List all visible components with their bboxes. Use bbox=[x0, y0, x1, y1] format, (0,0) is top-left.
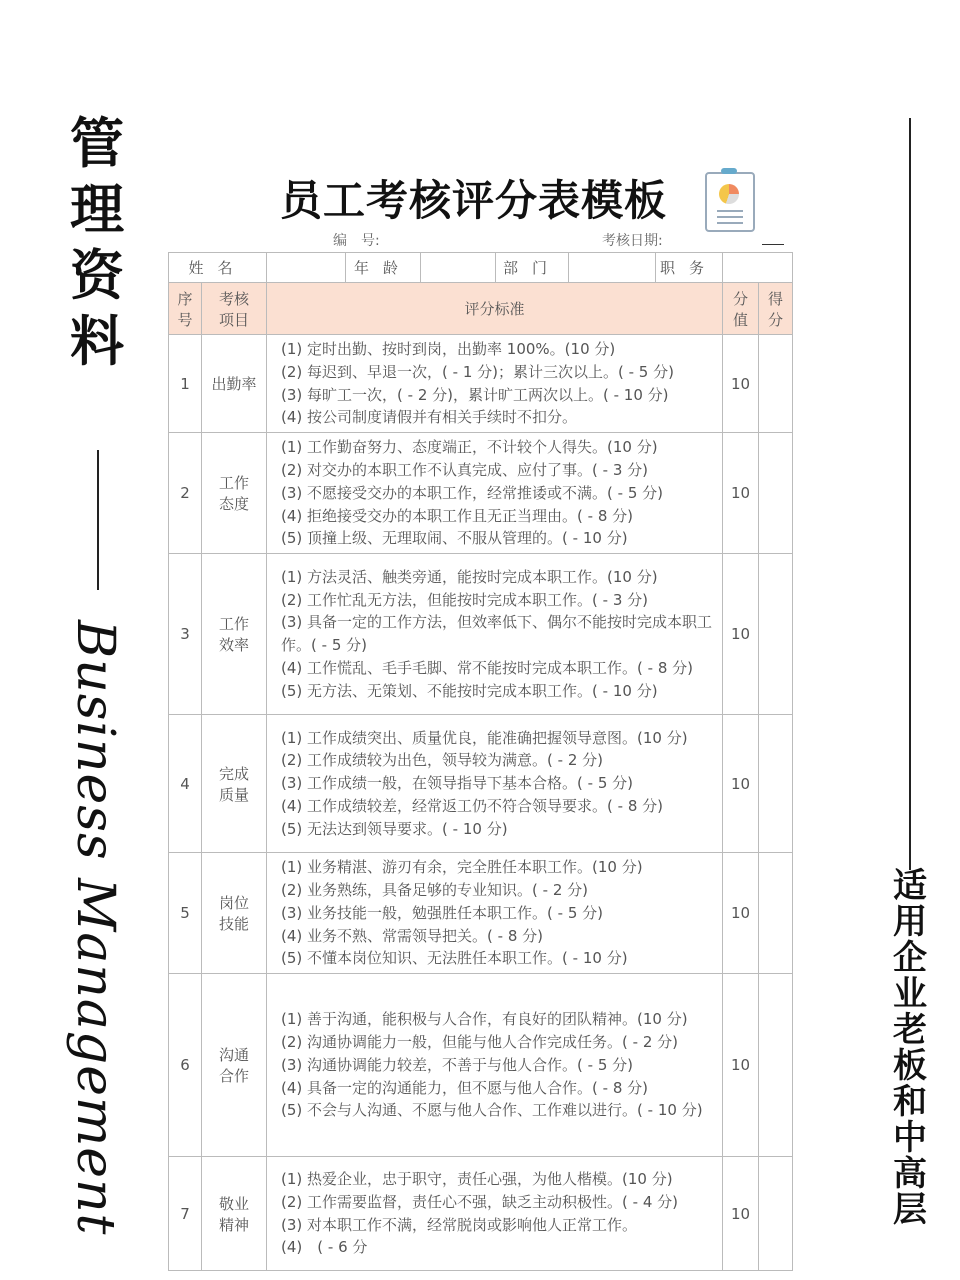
table-row bbox=[169, 335, 793, 433]
criteria-item: (4) 工作成绩较差，经常返工仍不符合领导要求。( - 8 分) bbox=[281, 797, 663, 816]
number-label: 编 号: bbox=[333, 233, 380, 249]
left-english-title: Business Management bbox=[65, 620, 125, 1236]
criteria-item: (4) 业务不熟、常需领导把关。( - 8 分) bbox=[281, 926, 543, 945]
criteria-item: (5) 无法达到领导要求。( - 10 分) bbox=[281, 819, 508, 838]
value-cell: 10 bbox=[723, 1157, 759, 1271]
criteria-cell bbox=[267, 974, 723, 1157]
criteria-cell bbox=[267, 1157, 723, 1271]
score-header: 得 分 bbox=[759, 283, 793, 335]
score-field[interactable] bbox=[759, 974, 793, 1157]
right-title-char: 高 bbox=[893, 1154, 927, 1194]
position-field[interactable] bbox=[723, 253, 793, 283]
value-cell: 10 bbox=[723, 433, 759, 554]
score-field[interactable] bbox=[759, 715, 793, 853]
criteria-cell bbox=[267, 433, 723, 554]
criteria-item: (5) 不懂本岗位知识、无法胜任本职工作。( - 10 分) bbox=[281, 949, 628, 968]
left-title-char: 管 bbox=[70, 111, 124, 175]
name-field[interactable] bbox=[267, 253, 346, 283]
item-cell: 出勤率 bbox=[202, 335, 267, 433]
right-title-char: 业 bbox=[893, 974, 927, 1014]
criteria-item: (1) 定时出勤、按时到岗，出勤率 100%。(10 分) bbox=[281, 340, 616, 358]
item-cell: 沟通 合作 bbox=[202, 974, 267, 1157]
left-title-char: 料 bbox=[70, 309, 124, 373]
criteria-item: (4) 具备一定的沟通能力，但不愿与他人合作。( - 8 分) bbox=[281, 1078, 648, 1097]
table-row bbox=[169, 433, 793, 554]
criteria-item: (2) 业务熟练，具备足够的专业知识。( - 2 分) bbox=[281, 880, 588, 899]
item-cell: 敬业 精神 bbox=[202, 1157, 267, 1271]
criteria-cell bbox=[267, 554, 723, 715]
date-label: 考核日期: bbox=[602, 233, 663, 249]
right-title-char: 用 bbox=[893, 902, 927, 942]
item-header: 考核 项目 bbox=[202, 283, 267, 335]
criteria-item: (3) 不愿接受交办的本职工作，经常推诿或不满。( - 5 分) bbox=[281, 483, 663, 502]
value-cell: 10 bbox=[723, 715, 759, 853]
criteria-item: (3) 工作成绩一般，在领导指导下基本合格。( - 5 分) bbox=[281, 774, 633, 793]
right-title-char: 层 bbox=[893, 1190, 927, 1230]
item-cell: 工作 效率 bbox=[202, 554, 267, 715]
seq-cell: 5 bbox=[169, 853, 202, 974]
right-title-char: 老 bbox=[893, 1010, 927, 1050]
table-row bbox=[169, 554, 793, 715]
seq-cell: 3 bbox=[169, 554, 202, 715]
age-field[interactable] bbox=[421, 253, 496, 283]
dept-field[interactable] bbox=[569, 253, 656, 283]
score-field[interactable] bbox=[759, 853, 793, 974]
item-cell: 岗位 技能 bbox=[202, 853, 267, 974]
seq-cell: 1 bbox=[169, 335, 202, 433]
table-row bbox=[169, 974, 793, 1157]
criteria-item: (3) 业务技能一般，勉强胜任本职工作。( - 5 分) bbox=[281, 903, 603, 922]
date-underline bbox=[762, 244, 784, 245]
criteria-cell bbox=[267, 853, 723, 974]
right-title-char: 适 bbox=[893, 866, 927, 906]
criteria-item: (4) ( - 6 分 bbox=[281, 1238, 368, 1257]
criteria-item: (4) 按公司制度请假并有相关手续时不扣分。 bbox=[281, 408, 578, 427]
value-cell: 10 bbox=[723, 554, 759, 715]
position-label: 职务 bbox=[656, 253, 723, 283]
score-field[interactable] bbox=[759, 433, 793, 554]
table-row bbox=[169, 853, 793, 974]
left-title-char: 理 bbox=[70, 177, 124, 241]
seq-header: 序 号 bbox=[169, 283, 202, 335]
criteria-item: (4) 工作慌乱、毛手毛脚、常不能按时完成本职工作。( - 8 分) bbox=[281, 658, 693, 677]
value-cell: 10 bbox=[723, 853, 759, 974]
left-vertical-title bbox=[62, 110, 132, 374]
criteria-header: 评分标准 bbox=[267, 283, 723, 335]
value-cell: 10 bbox=[723, 974, 759, 1157]
seq-cell: 2 bbox=[169, 433, 202, 554]
criteria-item: (2) 每迟到、早退一次，( - 1 分)；累计三次以上。( - 5 分) bbox=[281, 362, 674, 381]
score-field[interactable] bbox=[759, 1157, 793, 1271]
left-divider bbox=[97, 450, 99, 590]
age-label: 年龄 bbox=[346, 253, 421, 283]
seq-cell: 7 bbox=[169, 1157, 202, 1271]
right-title-char: 和 bbox=[893, 1082, 927, 1122]
value-header: 分 值 bbox=[723, 283, 759, 335]
document-title: 员工考核评分表模板 bbox=[280, 176, 668, 225]
right-title-char: 企 bbox=[893, 938, 927, 978]
right-title-char: 中 bbox=[893, 1118, 927, 1158]
criteria-item: (3) 每旷工一次，( - 2 分)，累计旷工两次以上。( - 10 分) bbox=[281, 385, 669, 404]
table-row bbox=[169, 715, 793, 853]
right-vertical-title bbox=[885, 868, 935, 1228]
criteria-item: (3) 对本职工作不满，经常脱岗或影响他人正常工作。 bbox=[281, 1215, 638, 1234]
item-cell: 完成 质量 bbox=[202, 715, 267, 853]
criteria-item: (3) 具备一定的工作方法，但效率低下、偶尔不能按时完成本职工作。( - 5 分) bbox=[281, 613, 713, 655]
criteria-item: (2) 工作成绩较为出色，领导较为满意。( - 2 分) bbox=[281, 751, 603, 770]
name-label: 姓名 bbox=[169, 253, 267, 283]
criteria-item: (1) 善于沟通，能积极与人合作，有良好的团队精神。(10 分) bbox=[281, 1010, 688, 1029]
criteria-item: (1) 热爱企业，忠于职守，责任心强，为他人楷模。(10 分) bbox=[281, 1170, 673, 1189]
criteria-item: (1) 业务精湛、游刃有余，完全胜任本职工作。(10 分) bbox=[281, 858, 643, 877]
criteria-item: (3) 沟通协调能力较差，不善于与他人合作。( - 5 分) bbox=[281, 1055, 633, 1074]
criteria-item: (2) 沟通协调能力一般，但能与他人合作完成任务。( - 2 分) bbox=[281, 1032, 678, 1051]
criteria-item: (1) 工作成绩突出、质量优良，能准确把握领导意图。(10 分) bbox=[281, 728, 688, 747]
criteria-cell bbox=[267, 715, 723, 853]
left-title-char: 资 bbox=[70, 243, 124, 307]
criteria-item: (5) 不会与人沟通、不愿与他人合作、工作难以进行。( - 10 分) bbox=[281, 1101, 703, 1120]
criteria-cell bbox=[267, 335, 723, 433]
criteria-item: (5) 顶撞上级、无理取闹、不服从管理的。( - 10 分) bbox=[281, 529, 628, 548]
score-field[interactable] bbox=[759, 335, 793, 433]
right-title-char: 板 bbox=[893, 1046, 927, 1086]
criteria-item: (1) 工作勤奋努力、态度端正，不计较个人得失。(10 分) bbox=[281, 438, 658, 457]
seq-cell: 4 bbox=[169, 715, 202, 853]
value-cell: 10 bbox=[723, 335, 759, 433]
item-cell: 工作 态度 bbox=[202, 433, 267, 554]
score-field[interactable] bbox=[759, 554, 793, 715]
clipboard-chart-icon bbox=[705, 172, 755, 232]
table-row bbox=[169, 1157, 793, 1271]
criteria-item: (2) 对交办的本职工作不认真完成、应付了事。( - 3 分) bbox=[281, 460, 648, 479]
seq-cell: 6 bbox=[169, 974, 202, 1157]
criteria-item: (2) 工作忙乱无方法，但能按时完成本职工作。( - 3 分) bbox=[281, 590, 648, 609]
criteria-item: (5) 无方法、无策划、不能按时完成本职工作。( - 10 分) bbox=[281, 681, 658, 700]
evaluation-table bbox=[168, 252, 793, 1271]
dept-label: 部门 bbox=[496, 253, 569, 283]
right-divider bbox=[909, 118, 911, 870]
criteria-item: (2) 工作需要监督，责任心不强，缺乏主动积极性。( - 4 分) bbox=[281, 1192, 678, 1211]
header-row bbox=[169, 283, 793, 335]
criteria-item: (4) 拒绝接受交办的本职工作且无正当理由。( - 8 分) bbox=[281, 506, 633, 525]
criteria-item: (1) 方法灵活、触类旁通，能按时完成本职工作。(10 分) bbox=[281, 567, 658, 586]
info-row bbox=[169, 253, 793, 283]
